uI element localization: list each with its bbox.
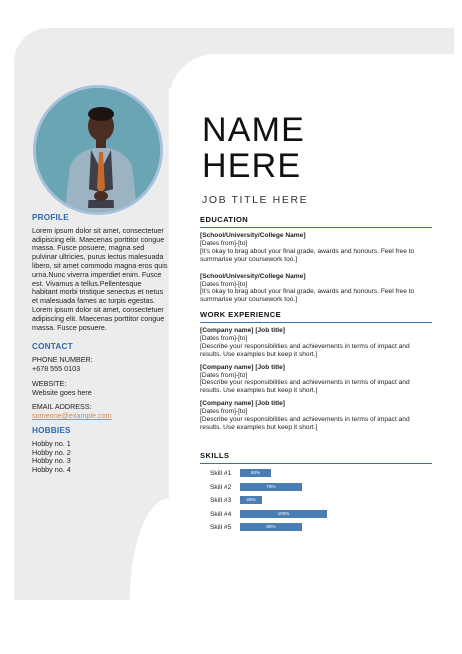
- skill-name: Skill #4: [210, 510, 232, 518]
- person-illustration: [36, 88, 163, 215]
- website-value: Website goes here: [32, 387, 92, 397]
- profile-photo: [33, 85, 163, 215]
- skill-name: Skill #5: [210, 524, 232, 532]
- skill-bar: [240, 496, 262, 504]
- website-label: WEBSITE:: [32, 378, 67, 388]
- hobby-item: Hobby no. 1: [32, 438, 71, 448]
- education-description: [It's okay to brag about your final grade, awards and honours. Feel free to summarise your coursework too.]: [200, 247, 415, 263]
- skill-percent-label: 75%: [266, 483, 276, 489]
- school-name: [School/University/College Name]: [200, 232, 306, 239]
- job-description: [Describe your responsibilities and achievements in terms of impact and results. Use examples but keep it short.]: [200, 342, 410, 358]
- name-line-1: NAME: [202, 111, 306, 149]
- job-dates: [Dates from]-[to]: [200, 408, 248, 416]
- skill-name: Skill #1: [210, 470, 232, 477]
- education-entry: [200, 273, 432, 305]
- skill-percent-label: 50%: [266, 524, 276, 530]
- sidebar-content: [32, 214, 168, 475]
- skill-row: [200, 523, 440, 533]
- job-entry: [200, 400, 432, 432]
- skill-name: Skill #2: [210, 483, 232, 491]
- education-section: [200, 215, 432, 304]
- profile-text: Lorem ipsum dolor sit amet, consectetuer adipiscing elit. Maecenas porttitor congue massa. Fusce posuere, magna sed pulvinar ultricies, purus lectus malesuada libero, sit amet commodo magna eros quis urna.Nunc viverra imperdiet enim. Fusce est. Vivamus a tellus.Pellentesque habitant morbi tristique senectus et netus et malesuada fames ac turpis egestas. Lorem ipsum dolor sit amet, consectetuer adipiscing elit. Maecenas porttitor congue massa. Fusce posuere.: [32, 225, 168, 332]
- company-job-title: [Company name] [Job title]: [200, 400, 285, 408]
- skill-percent-label: 100%: [277, 510, 290, 516]
- education-dates: [Dates from]-[to]: [200, 239, 248, 247]
- skills-section: [200, 451, 432, 464]
- education-description: [It's okay to brag about your final grade, awards and honours. Feel free to summarise your coursework too.]: [200, 288, 415, 304]
- job-description: [Describe your responsibilities and achievements in terms of impact and results. Use examples but keep it short.]: [200, 416, 410, 431]
- skill-bar: [240, 469, 271, 477]
- hobbies-heading: HOBBIES: [32, 425, 71, 435]
- school-name: [School/University/College Name]: [200, 272, 306, 280]
- hobby-item: Hobby no. 3: [32, 456, 71, 466]
- company-job-title: [Company name] [Job title]: [200, 363, 285, 371]
- skill-row: [200, 496, 440, 506]
- skill-percent-label: 25%: [246, 497, 256, 503]
- job-entry: [200, 364, 432, 396]
- phone-label: PHONE NUMBER:: [32, 355, 93, 365]
- name-line-2: HERE: [202, 147, 302, 185]
- job-entry: [200, 327, 432, 359]
- email-label: EMAIL ADDRESS:: [32, 402, 92, 412]
- job-dates: [Dates from]-[to]: [200, 371, 248, 379]
- contact-heading: CONTACT: [32, 342, 73, 352]
- skill-name: Skill #3: [210, 497, 232, 505]
- skill-row: [200, 469, 440, 479]
- work-experience-heading: WORK EXPERIENCE: [200, 310, 432, 323]
- email-link[interactable]: someone@example.com: [32, 411, 112, 421]
- job-title: JOB TITLE HERE: [202, 194, 309, 206]
- phone-value: +678 555 0103: [32, 363, 81, 373]
- job-dates: [Dates from]-[to]: [200, 334, 248, 342]
- name-heading: [202, 112, 305, 184]
- hobby-item: Hobby no. 4: [32, 465, 71, 475]
- company-job-title: [Company name] [Job title]: [200, 327, 285, 334]
- work-experience-section: [200, 310, 432, 432]
- skill-row: [200, 510, 440, 520]
- skill-percent-label: 50%: [250, 470, 261, 475]
- skill-bar: [240, 510, 327, 518]
- hobby-item: Hobby no. 2: [32, 447, 71, 457]
- skill-bar: [240, 523, 302, 531]
- education-heading: EDUCATION: [200, 215, 432, 228]
- education-dates: [Dates from]-[to]: [200, 280, 248, 288]
- education-entry: [200, 232, 432, 264]
- skill-row: [200, 483, 440, 493]
- contact-block: [32, 356, 168, 421]
- job-description: [Describe your responsibilities and achievements in terms of impact and results. Use examples but keep it short.]: [200, 379, 410, 395]
- profile-heading: PROFILE: [32, 213, 69, 222]
- skill-bar: [240, 483, 302, 491]
- skills-heading: SKILLS: [200, 451, 432, 464]
